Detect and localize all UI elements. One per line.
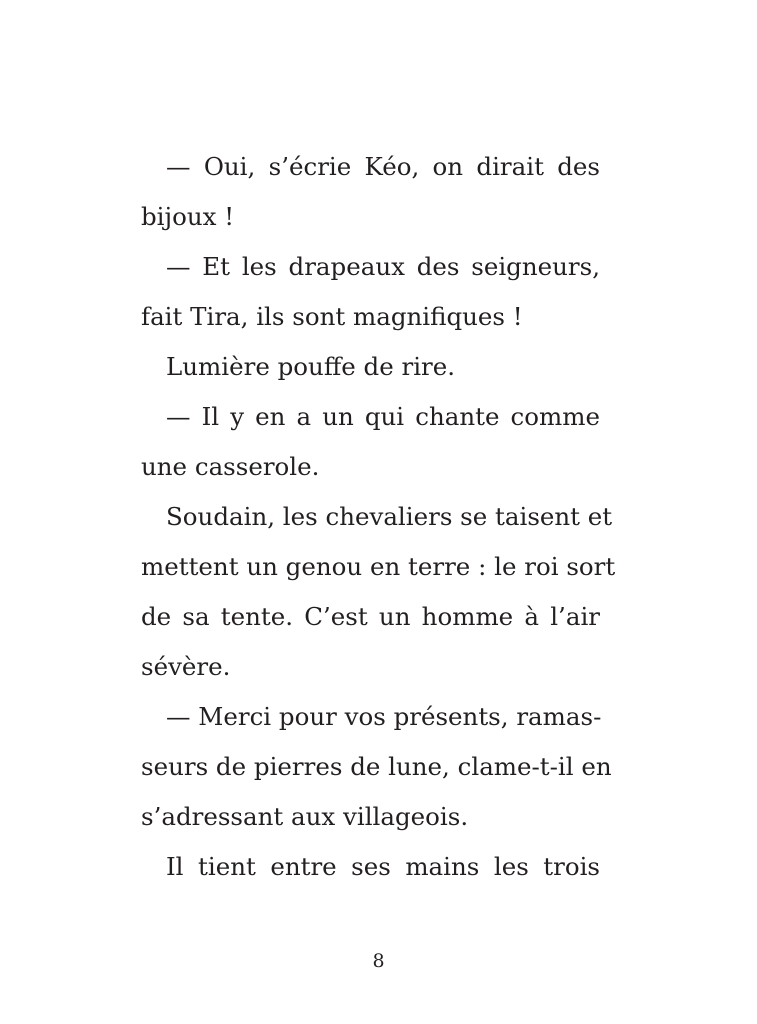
text-line: bijoux !: [141, 202, 235, 231]
text-line: — Il y en a un qui chante comme: [166, 402, 600, 431]
page-body-text: [141, 142, 616, 892]
text-line: — Merci pour vos présents, ramas-: [166, 702, 602, 731]
page-number: 8: [372, 950, 385, 972]
text-line: seurs de pierres de lune, clame-t-il en: [141, 752, 612, 781]
text-line: de sa tente. C’est un homme à l’air: [141, 602, 600, 631]
text-line: Soudain, les chevaliers se taisent et: [166, 502, 613, 531]
text-line: — Et les drapeaux des seigneurs,: [166, 252, 600, 281]
text-line: Lumière pouffe de rire.: [166, 352, 456, 381]
text-line: mettent un genou en terre : le roi sort: [141, 552, 616, 581]
text-line: sévère.: [141, 652, 231, 681]
text-line: — Oui, s’écrie Kéo, on dirait des: [166, 152, 600, 181]
text-line: s’adressant aux villageois.: [141, 802, 469, 831]
text-line: Il tient entre ses mains les trois: [166, 852, 600, 881]
text-line: fait Tira, ils sont magnifiques !: [141, 302, 523, 331]
text-line: une casserole.: [141, 452, 320, 481]
